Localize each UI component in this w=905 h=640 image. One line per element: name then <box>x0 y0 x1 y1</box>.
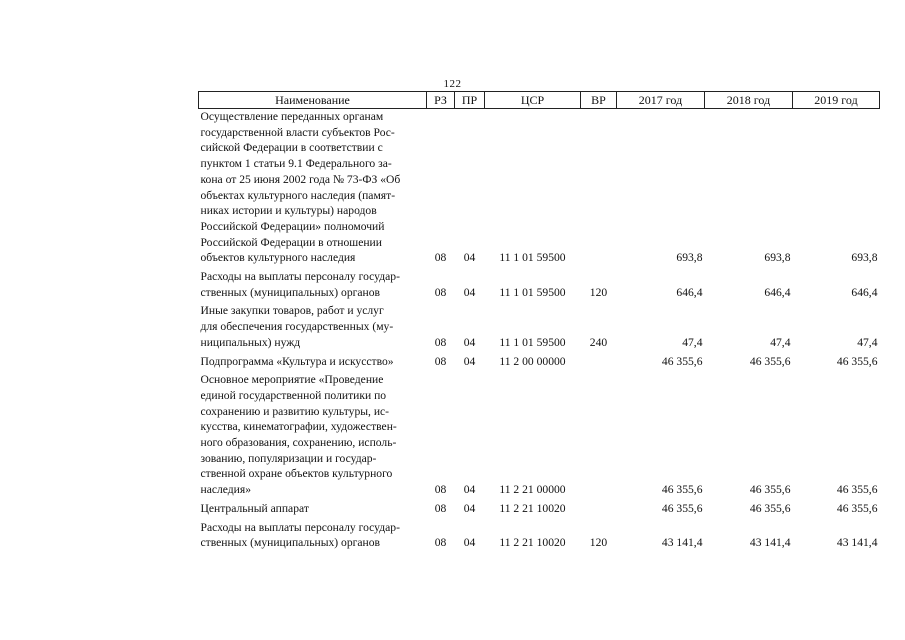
row-name-line: ственных (муниципальных) органов <box>200 285 381 299</box>
row-name-line: единой государственной политики по <box>200 388 387 402</box>
row-name-line: наследия» <box>200 483 252 497</box>
rz-cell: 08 <box>434 251 447 265</box>
amount-2017: 46 355,6 <box>661 354 703 368</box>
row-name-line: Иные закупки товаров, работ и услуг <box>200 304 384 318</box>
row-name <box>199 266 427 300</box>
amount-2019: 46 355,6 <box>836 354 878 368</box>
vr-cell <box>581 109 617 267</box>
row-name-line: Расходы на выплаты персоналу государ- <box>200 520 400 534</box>
csr-cell: 11 1 01 59500 <box>499 251 566 265</box>
rz-cell: 08 <box>434 285 447 299</box>
row-name-line: никах истории и культуры) народов <box>200 204 377 218</box>
amount-2018: 646,4 <box>764 285 791 299</box>
vr-cell: 240 <box>589 335 608 349</box>
budget-table <box>198 91 880 551</box>
header-2017: 2017 год <box>617 92 705 109</box>
amount-2019: 46 355,6 <box>836 483 878 497</box>
row-name-line: Расходы на выплаты персоналу государ- <box>200 270 400 284</box>
row-name <box>199 300 427 350</box>
pr-cell: 04 <box>463 501 476 515</box>
row-name-line: ного образования, сохранению, исполь- <box>200 436 397 450</box>
header-rz: РЗ <box>427 92 455 109</box>
pr-cell: 04 <box>463 536 476 550</box>
row-name-line: кона от 25 июня 2002 года № 73-ФЗ «Об <box>200 172 401 186</box>
amount-2017: 43 141,4 <box>661 536 703 550</box>
rz-cell: 08 <box>434 335 447 349</box>
amount-2017: 693,8 <box>676 251 703 265</box>
amount-2018: 46 355,6 <box>749 354 791 368</box>
csr-cell: 11 2 21 10020 <box>499 501 566 515</box>
pr-cell: 04 <box>463 251 476 265</box>
row-name-line: пунктом 1 статьи 9.1 Федерального за- <box>200 157 392 171</box>
row-name <box>199 517 427 551</box>
row-name <box>199 351 427 370</box>
rz-cell: 08 <box>434 501 447 515</box>
amount-2017: 46 355,6 <box>661 483 703 497</box>
row-name-line: ственной охране объектов культурного <box>200 467 393 481</box>
header-2018: 2018 год <box>705 92 793 109</box>
amount-2019: 46 355,6 <box>836 501 878 515</box>
row-name-line: Основное мероприятие «Проведение <box>200 373 384 387</box>
amount-2018: 46 355,6 <box>749 501 791 515</box>
pr-cell: 04 <box>463 483 476 497</box>
row-name-line: Осуществление переданных органам <box>200 110 384 123</box>
header-name: Наименование <box>199 92 427 109</box>
row-name <box>199 109 427 267</box>
row-name-line: Российской Федерации» полномочий <box>200 219 385 233</box>
table-row <box>199 351 880 370</box>
table-row <box>199 109 880 267</box>
row-name-line: ственных (муниципальных) органов <box>200 536 381 550</box>
csr-cell: 11 2 00 00000 <box>499 354 566 368</box>
vr-cell <box>581 498 617 517</box>
csr-cell: 11 1 01 59500 <box>499 335 566 349</box>
csr-cell: 11 2 21 10020 <box>499 536 566 550</box>
header-csr: ЦСР <box>485 92 581 109</box>
row-name-line: Центральный аппарат <box>200 501 309 515</box>
rz-cell: 08 <box>434 354 447 368</box>
row-name-line: государственной власти субъектов Рос- <box>200 125 395 139</box>
amount-2018: 47,4 <box>770 335 791 349</box>
table-row <box>199 498 880 517</box>
header-vr: ВР <box>581 92 617 109</box>
csr-cell: 11 2 21 00000 <box>499 483 566 497</box>
amount-2017: 46 355,6 <box>661 501 703 515</box>
rz-cell: 08 <box>434 483 447 497</box>
header-pr: ПР <box>455 92 485 109</box>
row-name-line: Подпрограмма «Культура и искусство» <box>200 354 394 368</box>
table-row <box>199 300 880 350</box>
vr-cell <box>581 369 617 498</box>
page-number: 122 <box>443 78 462 90</box>
table-row <box>199 517 880 551</box>
pr-cell: 04 <box>463 285 476 299</box>
amount-2018: 46 355,6 <box>749 483 791 497</box>
pr-cell: 04 <box>463 335 476 349</box>
row-name <box>199 369 427 498</box>
header-2019: 2019 год <box>793 92 880 109</box>
row-name-line: кусства, кинематографии, художествен- <box>200 420 397 434</box>
vr-cell: 120 <box>589 536 608 550</box>
amount-2017: 646,4 <box>676 285 703 299</box>
csr-cell: 11 1 01 59500 <box>499 285 566 299</box>
row-name-line: зованию, популяризации и государ- <box>200 451 377 465</box>
table-row <box>199 369 880 498</box>
vr-cell <box>581 351 617 370</box>
row-name-line: сийской Федерации в соответствии с <box>200 141 383 155</box>
row-name-line: ниципальных) нужд <box>200 335 301 349</box>
amount-2019: 43 141,4 <box>836 536 878 550</box>
table-header-row <box>199 92 880 109</box>
row-name-line: Российской Федерации в отношении <box>200 235 382 249</box>
table-body <box>199 109 880 551</box>
row-name-line: для обеспечения государственных (му- <box>200 320 394 334</box>
amount-2019: 646,4 <box>851 285 878 299</box>
row-name-line: сохранению и развитию культуры, ис- <box>200 404 390 418</box>
row-name-line: объектов культурного наследия <box>200 251 356 265</box>
amount-2017: 47,4 <box>682 335 703 349</box>
table-row <box>199 266 880 300</box>
amount-2019: 693,8 <box>851 251 878 265</box>
vr-cell: 120 <box>589 285 608 299</box>
amount-2018: 693,8 <box>764 251 791 265</box>
amount-2019: 47,4 <box>857 335 878 349</box>
amount-2018: 43 141,4 <box>749 536 791 550</box>
rz-cell: 08 <box>434 536 447 550</box>
row-name <box>199 498 427 517</box>
row-name-line: объектах культурного наследия (памят- <box>200 188 396 202</box>
pr-cell: 04 <box>463 354 476 368</box>
